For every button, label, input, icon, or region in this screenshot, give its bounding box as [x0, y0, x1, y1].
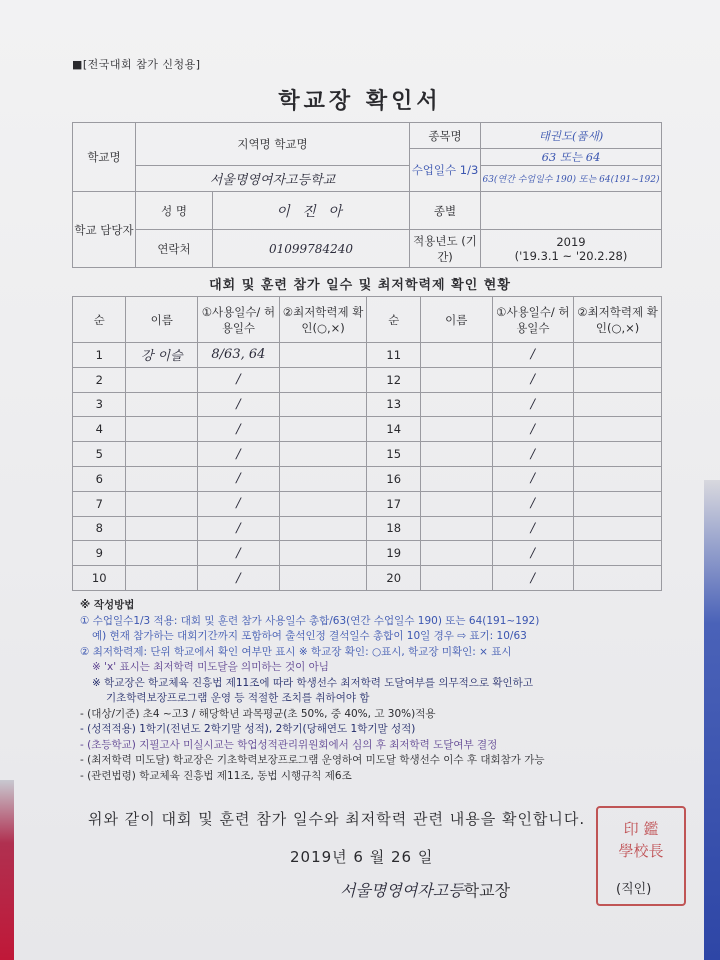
- table-row: [73, 392, 662, 417]
- note-1a: ① 수업일수1/3 적용: 대회 및 훈련 참가 사용일수 총합/63(연간 수업일수 190) 또는 64(191~192): [80, 614, 540, 627]
- note-4b: 기초학력보장프로그램 운영 등 적절한 조치를 취하여야 함: [106, 692, 370, 704]
- cell-check: [279, 466, 367, 491]
- type-value: [481, 192, 662, 230]
- cell-no: 7: [73, 491, 126, 516]
- cell-days-right: /: [492, 491, 574, 516]
- cell-check: [279, 367, 367, 392]
- cell-check-right: [574, 417, 662, 442]
- signer-title: 학교장: [463, 881, 511, 900]
- table-row: [73, 343, 662, 368]
- cell-name: [126, 566, 198, 591]
- cell-days: 8/63, 64: [198, 343, 280, 368]
- writing-instructions: [80, 598, 700, 784]
- col-header-name: 이름: [126, 297, 198, 343]
- table-row: [73, 367, 662, 392]
- cell-name: 강 이슬: [126, 343, 198, 368]
- cell-days: /: [198, 367, 280, 392]
- cell-no-right: 17: [367, 491, 420, 516]
- notes-heading: ※ 작성방법: [80, 599, 135, 611]
- year-cell: [481, 230, 662, 268]
- cell-no: 6: [73, 466, 126, 491]
- cell-name-right: [420, 541, 492, 566]
- note-1b: 예) 현재 참가하는 대회기간까지 포함하여 출석인정 결석일수 총합이 10일 경우 ⇨ 표기: 10/63: [92, 630, 527, 642]
- table-row: [73, 516, 662, 541]
- days-label: 수업일수 1/3: [410, 149, 481, 192]
- year-value: 2019: [556, 234, 586, 249]
- cell-check: [279, 541, 367, 566]
- cell-days-right: /: [492, 343, 574, 368]
- blue-background-edge: [704, 480, 720, 960]
- cell-no-right: 18: [367, 516, 420, 541]
- school-value: 서울명영여자고등학교: [136, 166, 410, 192]
- cell-no: 5: [73, 442, 126, 467]
- cell-days-right: /: [492, 442, 574, 467]
- cell-days: /: [198, 392, 280, 417]
- cell-days-right: /: [492, 516, 574, 541]
- signer: [340, 878, 510, 901]
- cell-name: [126, 417, 198, 442]
- cell-check: [279, 516, 367, 541]
- cell-check-right: [574, 392, 662, 417]
- cell-name-right: [420, 343, 492, 368]
- cell-no-right: 15: [367, 442, 420, 467]
- cell-check: [279, 392, 367, 417]
- cell-days-right: /: [492, 541, 574, 566]
- cell-days: /: [198, 566, 280, 591]
- type-label: 종별: [410, 192, 481, 230]
- event-label: 종목명: [410, 123, 481, 149]
- seal-label: (직인): [616, 882, 652, 897]
- cell-name-right: [420, 442, 492, 467]
- note-4a: ※ 학교장은 학교체육 진흥법 제11조에 따라 학생선수 최저학력 도달여부를 의무적으로 확인하고: [92, 676, 533, 689]
- cell-check-right: [574, 566, 662, 591]
- cell-check: [279, 417, 367, 442]
- note-6: - (성적적용) 1학기(전년도 2학기말 성적), 2학기(당해연도 1학기말 성적): [80, 723, 416, 735]
- cell-check-right: [574, 516, 662, 541]
- table-row: [73, 442, 662, 467]
- col-header-days-2: ①사용일수/ 허용일수: [492, 297, 574, 343]
- cell-no-right: 13: [367, 392, 420, 417]
- cell-no-right: 11: [367, 343, 420, 368]
- confirm-statement: 위와 같이 대회 및 훈련 참가 일수와 최저학력 관련 내용을 확인합니다.: [88, 810, 586, 828]
- contact-value: 01099784240: [213, 230, 410, 268]
- name-value: 이 진 아: [213, 192, 410, 230]
- event-value: 태권도(품새): [481, 123, 662, 149]
- cell-name: [126, 392, 198, 417]
- cell-name: [126, 466, 198, 491]
- cell-no: 9: [73, 541, 126, 566]
- year-period: ('19.3.1 ~ '20.2.28): [514, 248, 628, 263]
- cell-name: [126, 367, 198, 392]
- cell-check: [279, 566, 367, 591]
- col-header-no: 순: [73, 297, 126, 343]
- school-label: 학교명: [73, 123, 136, 192]
- cell-check-right: [574, 541, 662, 566]
- cell-no: 3: [73, 392, 126, 417]
- cell-days-right: /: [492, 466, 574, 491]
- cell-check: [279, 442, 367, 467]
- cell-no-right: 14: [367, 417, 420, 442]
- signing-date: 2019년 6 월 26 일: [290, 848, 434, 866]
- cell-name-right: [420, 466, 492, 491]
- cell-days: /: [198, 442, 280, 467]
- cell-check: [279, 491, 367, 516]
- cell-name-right: [420, 367, 492, 392]
- table-row: [73, 541, 662, 566]
- table-row: [73, 491, 662, 516]
- cell-name: [126, 516, 198, 541]
- cell-name-right: [420, 392, 492, 417]
- participation-table: [72, 296, 662, 591]
- note-9: - (관련법령) 학교체육 진흥법 제11조, 동법 시행규칙 제6조: [80, 769, 352, 782]
- name-label: 성 명: [136, 192, 213, 230]
- table-row: [73, 417, 662, 442]
- cell-days-right: /: [492, 566, 574, 591]
- days-note: 63(연간 수업일수 190) 또는 64(191~192): [481, 166, 662, 192]
- cell-name-right: [420, 417, 492, 442]
- cell-no-right: 12: [367, 367, 420, 392]
- cell-check-right: [574, 466, 662, 491]
- cell-check-right: [574, 367, 662, 392]
- cell-days-right: /: [492, 392, 574, 417]
- info-table: [72, 122, 662, 268]
- official-seal-icon: 印 鑑 學校長: [596, 806, 686, 906]
- cell-no: 8: [73, 516, 126, 541]
- cell-days: /: [198, 491, 280, 516]
- table-row: [73, 466, 662, 491]
- cell-name-right: [420, 566, 492, 591]
- cell-name: [126, 442, 198, 467]
- note-8: - (최저학력 미도달) 학교장은 기초학력보장프로그램 운영하여 미도달 학생선수 이수 후 대회참가 가능: [80, 754, 545, 766]
- cell-days-right: /: [492, 417, 574, 442]
- col-header-name-2: 이름: [420, 297, 492, 343]
- days-value: 63 또는 64: [481, 149, 662, 166]
- col-header-no-2: 순: [367, 297, 420, 343]
- cell-name-right: [420, 491, 492, 516]
- cell-days-right: /: [492, 367, 574, 392]
- cell-name-right: [420, 516, 492, 541]
- cell-no-right: 16: [367, 466, 420, 491]
- table-row: [73, 566, 662, 591]
- cell-check-right: [574, 343, 662, 368]
- cell-no: 2: [73, 367, 126, 392]
- section-title: 대회 및 훈련 참가 일수 및 최저학력제 확인 현황: [209, 278, 511, 293]
- cell-no-right: 20: [367, 566, 420, 591]
- contact-label: 연락처: [136, 230, 213, 268]
- note-7: - (초등학교) 지필고사 미실시교는 학업성적관리위원회에서 심의 후 최저학력 도달여부 결정: [80, 738, 498, 751]
- note-3: ※ 'x' 표시는 최저학력 미도달을 의미하는 것이 아님: [92, 661, 329, 673]
- teacher-label: 학교 담당자: [73, 192, 136, 268]
- cell-days: /: [198, 466, 280, 491]
- cell-no: 1: [73, 343, 126, 368]
- cell-name: [126, 541, 198, 566]
- col-header-check: ②최저학력제 확인(○,×): [279, 297, 367, 343]
- cell-days: /: [198, 417, 280, 442]
- red-background-edge: [0, 780, 14, 960]
- cell-check-right: [574, 491, 662, 516]
- cell-check: [279, 343, 367, 368]
- cell-no-right: 19: [367, 541, 420, 566]
- form-type-tag: ■[전국대회 참가 신청용]: [72, 58, 201, 71]
- cell-days: /: [198, 516, 280, 541]
- cell-days: /: [198, 541, 280, 566]
- cell-name: [126, 491, 198, 516]
- document-title: 학교장 확인서: [278, 89, 442, 114]
- region-school-label: 지역명 학교명: [136, 123, 410, 166]
- year-label: 적용년도 (기간): [410, 230, 481, 268]
- note-5: - (대상/기준) 초4 ~고3 / 해당학년 과목평균(초 50%, 중 40%, 고 30%)적용: [80, 707, 436, 720]
- cell-check-right: [574, 442, 662, 467]
- cell-no: 10: [73, 566, 126, 591]
- col-header-days: ①사용일수/ 허용일수: [198, 297, 280, 343]
- note-2: ② 최저학력제: 단위 학교에서 확인 여부만 표시 ※ 학교장 확인: ○표시, 학교장 미확인: × 표시: [80, 645, 512, 658]
- col-header-check-2: ②최저학력제 확인(○,×): [574, 297, 662, 343]
- signer-school: 서울명영여자고등: [340, 881, 464, 900]
- cell-no: 4: [73, 417, 126, 442]
